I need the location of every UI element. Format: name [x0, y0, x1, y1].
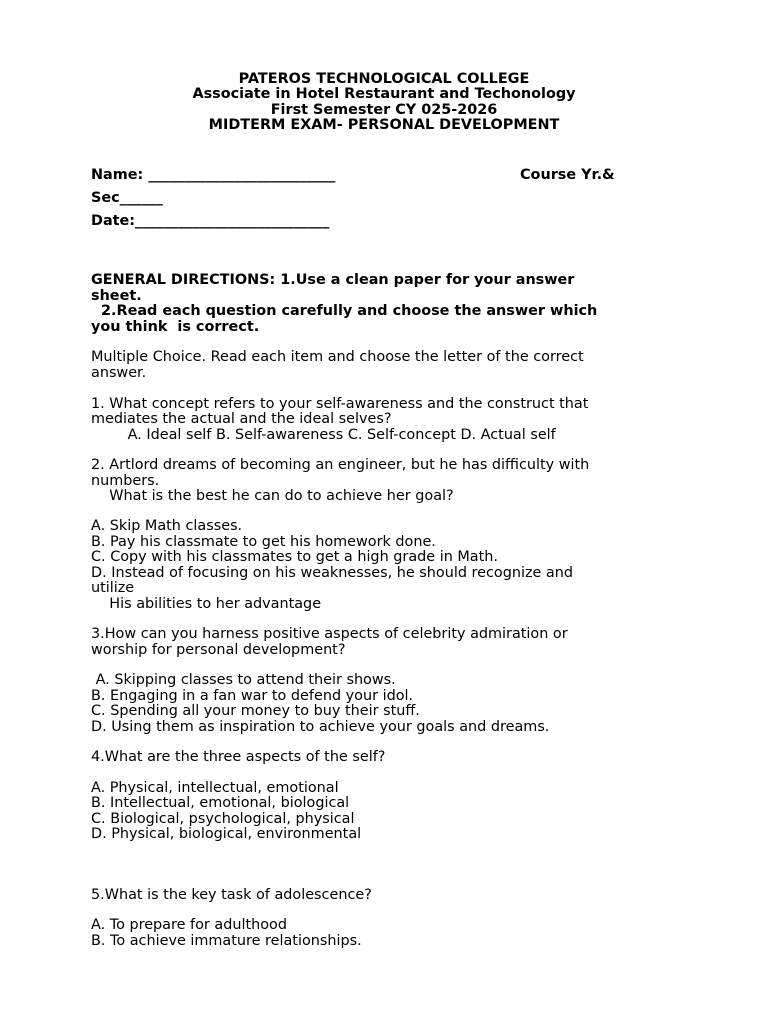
- question-1-line-2: mediates the actual and the ideal selves?: [91, 411, 392, 427]
- question-2-choice-a: A. Skip Math classes.: [91, 518, 243, 534]
- question-3-line-1: 3.How can you harness positive aspects of celebrity admiration or: [91, 626, 568, 642]
- question-2-choice-d-cont: utilize: [91, 580, 135, 596]
- question-2-line-1: 2. Artlord dreams of becoming an engineer, but he has difficulty with: [91, 457, 590, 473]
- question-5-line-1: 5.What is the key task of adolescence?: [91, 887, 372, 903]
- question-4-choice-d: D. Physical, biological, environmental: [91, 826, 362, 842]
- question-4-choice-a: A. Physical, intellectual, emotional: [91, 780, 339, 796]
- instructions-line-2: answer.: [91, 365, 147, 381]
- question-3-choice-a: A. Skipping classes to attend their shows.: [91, 672, 396, 688]
- course-field-label: Course Yr.&: [520, 167, 615, 183]
- question-3-choice-d: D. Using them as inspiration to achieve your goals and dreams.: [91, 719, 550, 735]
- question-1-line-1: 1. What concept refers to your self-awareness and the construct that: [91, 396, 589, 412]
- question-2-line-2: numbers.: [91, 473, 160, 489]
- directions-line-4: you think is correct.: [91, 319, 260, 335]
- program-name: Associate in Hotel Restaurant and Techonology: [192, 86, 576, 103]
- name-field-label: Name: __________________________: [91, 167, 336, 183]
- exam-header: [0, 72, 768, 134]
- school-name: PATEROS TECHNOLOGICAL COLLEGE: [238, 71, 530, 87]
- question-3-line-2: worship for personal development?: [91, 642, 346, 658]
- directions-line-2: sheet.: [91, 288, 142, 304]
- question-3-choice-b: B. Engaging in a fan war to defend your idol.: [91, 688, 414, 704]
- directions-line-3: 2.Read each question carefully and choose the answer which: [91, 303, 598, 319]
- question-4-line-1: 4.What are the three aspects of the self?: [91, 749, 386, 765]
- question-3-choice-c: C. Spending all your money to buy their stuff.: [91, 703, 420, 719]
- question-2-choice-c: C. Copy with his classmates to get a high grade in Math.: [91, 549, 498, 565]
- question-2-line-3: What is the best he can do to achieve her goal?: [91, 488, 454, 504]
- section-field-label: Sec______: [91, 190, 163, 206]
- semester-label: First Semester CY 025-2026: [270, 101, 498, 118]
- exam-title: MIDTERM EXAM- PERSONAL DEVELOPMENT: [208, 117, 560, 134]
- directions-line-1: GENERAL DIRECTIONS: 1.Use a clean paper for your answer: [91, 272, 575, 288]
- date-field-label: Date:___________________________: [91, 213, 330, 229]
- question-2-choice-b: B. Pay his classmate to get his homework done.: [91, 534, 436, 550]
- question-4-choice-b: B. Intellectual, emotional, biological: [91, 795, 350, 811]
- instructions-line-1: Multiple Choice. Read each item and choose the letter of the correct: [91, 349, 584, 365]
- question-1-choices: A. Ideal self B. Self-awareness C. Self-concept D. Actual self: [91, 427, 556, 443]
- question-2-choice-d-cont-2: His abilities to her advantage: [91, 596, 322, 612]
- question-2-choice-d: D. Instead of focusing on his weaknesses, he should recognize and: [91, 565, 574, 581]
- question-4-choice-c: C. Biological, psychological, physical: [91, 811, 355, 827]
- question-5-choice-a: A. To prepare for adulthood: [91, 917, 287, 933]
- question-5-choice-b: B. To achieve immature relationships.: [91, 933, 362, 949]
